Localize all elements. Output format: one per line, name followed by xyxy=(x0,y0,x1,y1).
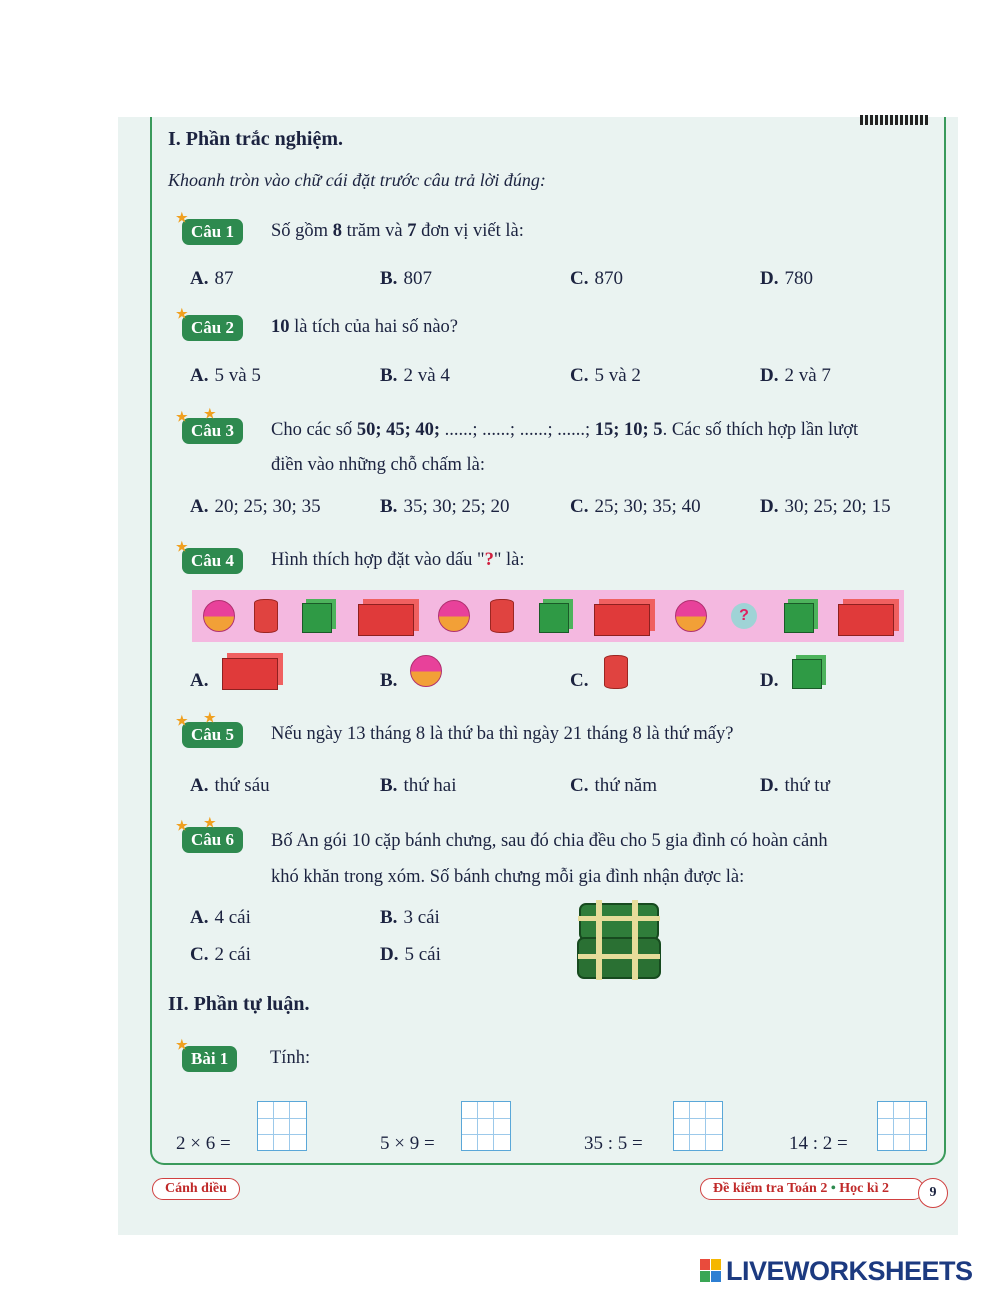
q5-option-a[interactable]: A. thứ sáu xyxy=(190,775,270,796)
footer-series-label: Cánh diều xyxy=(152,1178,240,1200)
calc-2-label: 5 × 9 = xyxy=(380,1133,435,1154)
page-number: 9 xyxy=(918,1178,948,1208)
q1-option-b[interactable]: B. 807 xyxy=(380,268,432,289)
star-icon: ★ xyxy=(176,306,188,321)
cube-icon xyxy=(539,603,569,633)
q2-option-a[interactable]: A. 5 và 5 xyxy=(190,365,261,386)
ball-icon xyxy=(203,600,235,632)
footer-book-title: Đề kiểm tra Toán 2 • Học kì 2 xyxy=(700,1178,924,1200)
box-icon xyxy=(358,604,414,636)
star-icon: ★ xyxy=(204,406,216,421)
cylinder-icon xyxy=(254,599,278,633)
star-icon: ★ xyxy=(204,710,216,725)
q5-option-c[interactable]: C. thứ năm xyxy=(570,775,658,796)
calc-3-answer-box[interactable] xyxy=(673,1101,723,1151)
brand-name: LIVEWORKSHEETS xyxy=(726,1256,973,1286)
calc-4-label: 14 : 2 = xyxy=(789,1133,848,1154)
liveworksheets-logo-icon xyxy=(700,1259,722,1283)
question-badge-6: ★ ★ Câu 6 xyxy=(182,827,243,853)
part1-title: I. Phần trắc nghiệm. xyxy=(168,128,343,150)
question-3-line1: Cho các số 50; 45; 40; ......; ......; ......; ......; 15; 10; 5. Các số thích hợp lần lượt xyxy=(271,420,859,440)
ball-icon xyxy=(675,600,707,632)
part2-title: II. Phần tự luận. xyxy=(168,993,310,1015)
part1-instruction: Khoanh tròn vào chữ cái đặt trước câu trả lời đúng: xyxy=(168,170,546,190)
q1-option-a[interactable]: A. 87 xyxy=(190,268,234,289)
exercise-badge-1: ★ Bài 1 xyxy=(182,1046,237,1072)
q3-option-d[interactable]: D. 30; 25; 20; 15 xyxy=(760,496,891,517)
q6-option-d[interactable]: D. 5 cái xyxy=(380,944,441,965)
calc-3-label: 35 : 5 = xyxy=(584,1133,643,1154)
ball-icon xyxy=(410,655,442,687)
box-icon xyxy=(594,604,650,636)
star-icon: ★ xyxy=(176,409,188,424)
question-badge-1: ★ Câu 1 xyxy=(182,219,243,245)
ball-icon xyxy=(438,600,470,632)
cylinder-icon xyxy=(490,599,514,633)
calc-2-answer-box[interactable] xyxy=(461,1101,511,1151)
question-badge-2: ★ Câu 2 xyxy=(182,315,243,341)
cylinder-icon xyxy=(604,655,628,689)
star-icon: ★ xyxy=(176,818,188,833)
question-6-line1: Bố An gói 10 cặp bánh chưng, sau đó chia đều cho 5 gia đình có hoàn cảnh xyxy=(271,831,828,851)
q3-option-b[interactable]: B. 35; 30; 25; 20 xyxy=(380,496,510,517)
question-badge-5: ★ ★ Câu 5 xyxy=(182,722,243,748)
star-icon: ★ xyxy=(176,539,188,554)
calc-4-answer-box[interactable] xyxy=(877,1101,927,1151)
q4-option-c[interactable]: C. xyxy=(570,670,589,691)
question-5-text: Nếu ngày 13 tháng 8 là thứ ba thì ngày 21 tháng 8 là thứ mấy? xyxy=(271,724,734,744)
q3-option-a[interactable]: A. 20; 25; 30; 35 xyxy=(190,496,321,517)
star-icon: ★ xyxy=(204,815,216,830)
question-badge-3: ★ ★ Câu 3 xyxy=(182,418,243,444)
question-badge-4: ★ Câu 4 xyxy=(182,548,243,574)
star-icon: ★ xyxy=(176,713,188,728)
q5-option-b[interactable]: B. thứ hai xyxy=(380,775,457,796)
cube-icon xyxy=(784,603,814,633)
star-icon: ★ xyxy=(176,210,188,225)
q3-option-c[interactable]: C. 25; 30; 35; 40 xyxy=(570,496,701,517)
exercise-1-prompt: Tính: xyxy=(270,1048,311,1068)
q1-option-d[interactable]: D. 780 xyxy=(760,268,813,289)
q4-option-d[interactable]: D. xyxy=(760,670,779,691)
question-3-line2: điền vào những chỗ chấm là: xyxy=(271,455,485,475)
cube-icon xyxy=(302,603,332,633)
q2-option-b[interactable]: B. 2 và 4 xyxy=(380,365,450,386)
q6-option-a[interactable]: A. 4 cái xyxy=(190,907,251,928)
box-icon xyxy=(222,658,278,690)
question-mark-icon: ? xyxy=(731,603,757,629)
qr-code-icon xyxy=(860,115,928,125)
box-icon xyxy=(838,604,894,636)
question-2-text: 10 là tích của hai số nào? xyxy=(271,317,458,337)
question-4-text: Hình thích hợp đặt vào dấu "?" là: xyxy=(271,550,525,570)
calc-1-label: 2 × 6 = xyxy=(176,1133,231,1154)
cube-icon xyxy=(792,659,822,689)
q5-option-d[interactable]: D. thứ tư xyxy=(760,775,830,796)
q2-option-d[interactable]: D. 2 và 7 xyxy=(760,365,831,386)
q1-option-c[interactable]: C. 870 xyxy=(570,268,623,289)
banh-chung-icon xyxy=(576,896,664,984)
question-6-line2: khó khăn trong xóm. Số bánh chưng mỗi gia đình nhận được là: xyxy=(271,867,745,887)
q6-option-b[interactable]: B. 3 cái xyxy=(380,907,440,928)
star-icon: ★ xyxy=(176,1037,188,1052)
q2-option-c[interactable]: C. 5 và 2 xyxy=(570,365,641,386)
calc-1-answer-box[interactable] xyxy=(257,1101,307,1151)
question-1-text: Số gồm 8 trăm và 7 đơn vị viết là: xyxy=(271,221,524,241)
q6-option-c[interactable]: C. 2 cái xyxy=(190,944,251,965)
q4-option-a[interactable]: A. xyxy=(190,670,209,691)
q4-option-b[interactable]: B. xyxy=(380,670,398,691)
